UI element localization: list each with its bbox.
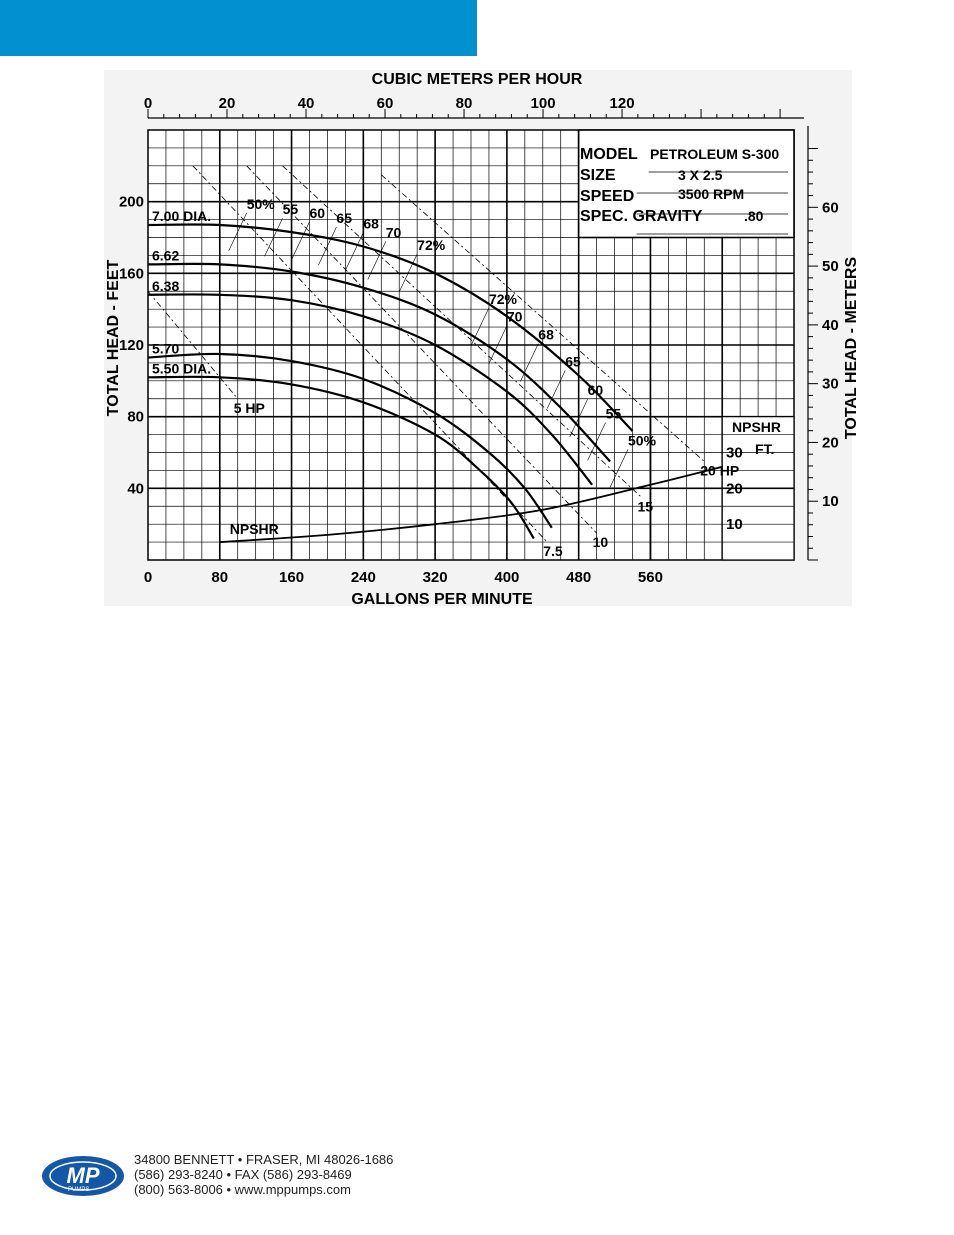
y-tick-label: 80 — [127, 408, 144, 426]
pump-curve-chart — [104, 70, 860, 608]
right-tick-label: 30 — [822, 375, 839, 393]
logo-graphic — [40, 1152, 126, 1200]
head-curve-label: 5.70 — [152, 340, 180, 357]
top-tick-label: 20 — [218, 95, 236, 112]
top-tick-label: 40 — [297, 95, 315, 112]
right-tick-label: 20 — [822, 434, 839, 452]
y-tick-label: 200 — [118, 193, 144, 211]
efficiency-label: 50% — [628, 432, 657, 449]
top-tick-label: 80 — [455, 95, 473, 112]
x-tick-label: 80 — [211, 569, 229, 586]
top-tick-label: 60 — [376, 95, 394, 112]
hp-label: 10 — [592, 534, 609, 551]
top-tick-label: 120 — [609, 95, 635, 112]
x-axis-title: GALLONS PER MINUTE — [351, 591, 533, 608]
hp-label: 5 HP — [233, 399, 265, 416]
x-tick-label: 400 — [494, 569, 520, 586]
efficiency-label: 65 — [565, 353, 581, 370]
efficiency-label: 70 — [506, 308, 523, 325]
sg-value: .80 — [744, 208, 764, 224]
efficiency-label: 60 — [587, 382, 604, 399]
npshr-tick-label: 30 — [726, 444, 743, 462]
head-curve-label: 7.00 DIA. — [152, 207, 212, 224]
efficiency-label: 68 — [538, 326, 554, 343]
hp-label: 7.5 — [543, 543, 563, 560]
footer-contact — [134, 1152, 393, 1197]
speed-value: 3500 RPM — [678, 186, 745, 202]
top-tick-label: 0 — [143, 95, 153, 112]
right-tick-label: 10 — [822, 493, 839, 511]
efficiency-label: 68 — [363, 215, 379, 232]
npshr-curve-label: NPSHR — [229, 521, 279, 538]
top-axis-title: CUBIC METERS PER HOUR — [371, 71, 583, 88]
mp-pumps-logo — [40, 1152, 126, 1200]
y-tick-label: 40 — [127, 480, 144, 498]
efficiency-label: 65 — [336, 210, 352, 227]
footer-tollfree: (800) 563-8006 • www.mppumps.com — [134, 1182, 351, 1197]
efficiency-label: 55 — [605, 405, 622, 422]
head-curve-label: 6.62 — [152, 247, 180, 264]
hp-label: 15 — [637, 498, 654, 515]
top-tick-label: 100 — [530, 95, 556, 112]
y-tick-label: 120 — [118, 337, 144, 354]
sg-label: SPEC. GRAVITY — [580, 208, 703, 225]
model-label: MODEL — [580, 146, 638, 163]
size-label: SIZE — [580, 167, 616, 184]
right-tick-label: 40 — [822, 316, 839, 334]
npshr-tick-label: 10 — [726, 516, 743, 534]
efficiency-label: 72% — [488, 290, 517, 307]
x-tick-label: 240 — [350, 569, 376, 586]
x-tick-label: 0 — [143, 569, 153, 586]
npshr-axis-unit: FT. — [755, 441, 775, 457]
efficiency-label: 55 — [282, 201, 299, 218]
x-tick-label: 320 — [422, 569, 448, 586]
right-axis-title: TOTAL HEAD - METERS — [843, 256, 860, 440]
footer-address: 34800 BENNETT • FRASER, MI 48026-1686 — [134, 1152, 394, 1167]
efficiency-label: 50% — [246, 195, 275, 212]
efficiency-label: 70 — [385, 224, 402, 241]
npshr-axis-title: NPSHR — [732, 419, 782, 435]
head-curve-label: 6.38 — [152, 277, 180, 294]
logo-subtext: PUMPS — [68, 1187, 90, 1193]
footer-phone: (586) 293-8240 • FAX (586) 293-8469 — [134, 1167, 352, 1182]
npshr-tick-label: 20 — [726, 480, 743, 498]
size-value: 3 X 2.5 — [678, 167, 723, 183]
efficiency-label: 72% — [417, 237, 446, 254]
x-tick-label: 160 — [279, 569, 305, 586]
y-axis-title: TOTAL HEAD - FEET — [105, 259, 122, 417]
efficiency-label: 60 — [309, 204, 326, 221]
right-tick-label: 50 — [822, 258, 839, 276]
y-tick-label: 160 — [118, 265, 144, 283]
right-tick-label: 60 — [822, 199, 839, 217]
pump-curve-svg — [104, 70, 860, 608]
hp-label: 20 HP — [700, 462, 740, 479]
logo-text: MP — [66, 1163, 100, 1188]
speed-label: SPEED — [580, 188, 635, 205]
header-color-bar — [0, 0, 477, 56]
model-value: PETROLEUM S-300 — [650, 146, 780, 162]
x-tick-label: 560 — [637, 569, 663, 586]
head-curve-label: 5.50 DIA. — [152, 360, 212, 377]
x-tick-label: 480 — [566, 569, 592, 586]
